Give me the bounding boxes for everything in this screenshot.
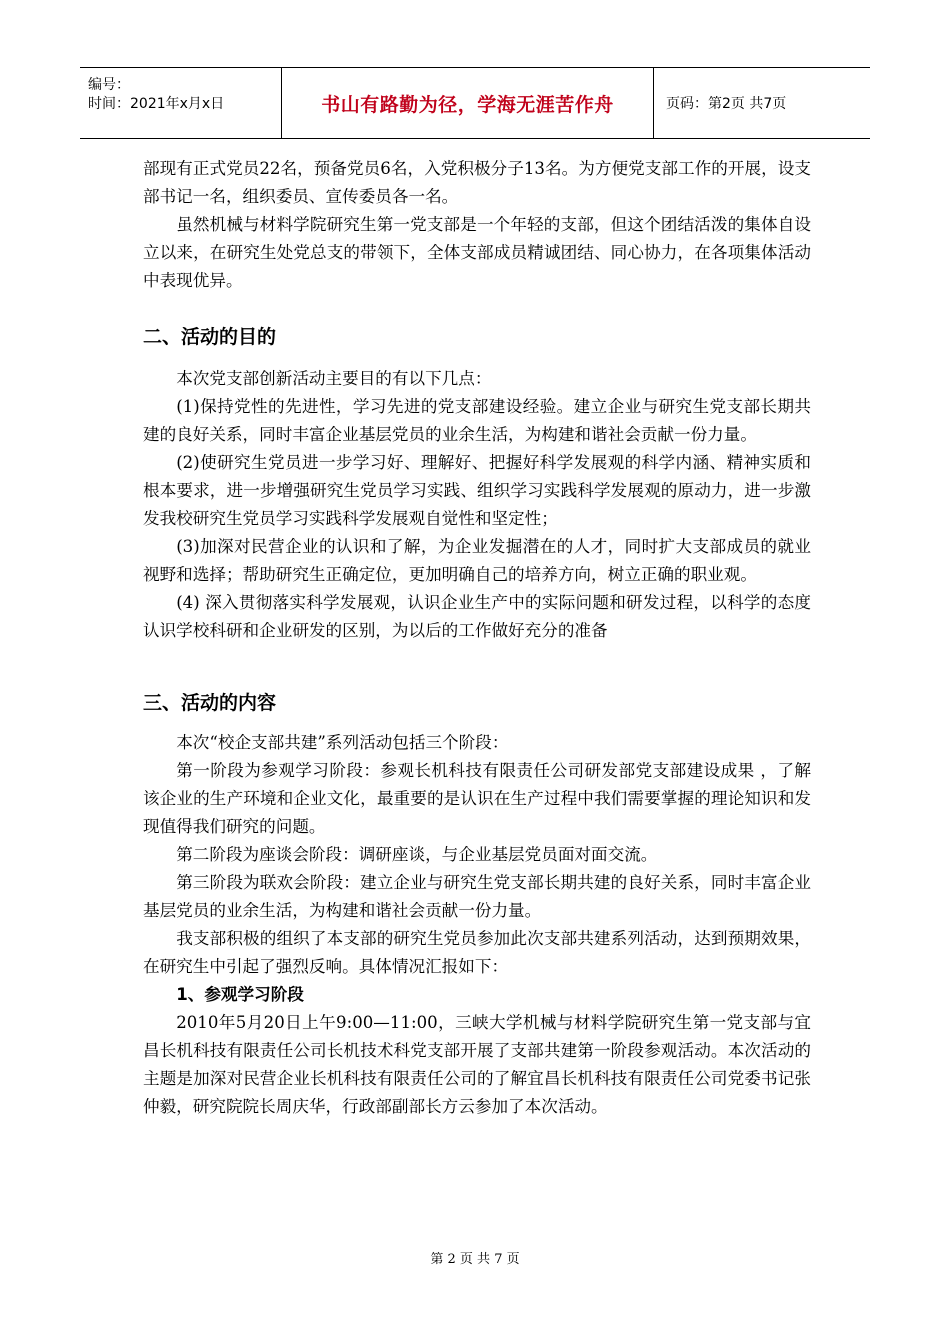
doc-time-label: 时间：2021年x月x日: [88, 96, 225, 112]
page-footer: 第 2 页 共 7 页: [430, 1252, 520, 1267]
page-header: [80, 67, 870, 139]
page-info-text: 页码：第2页 共7页: [666, 96, 787, 112]
paragraph: 第一阶段为参观学习阶段：参观长机科技有限责任公司研发部党支部建设成果 ，了解该企业的生产环境和企业文化，最重要的是认识在生产过程中我们需要掌握的理论知识和发现值得我们研究的问题。: [143, 761, 811, 836]
motto-text: 书山有路勤为径，学海无涯苦作舟: [321, 93, 614, 116]
document-body: [143, 155, 811, 1121]
header-meta: [80, 68, 282, 138]
paragraph: 部现有正式党员22名，预备党员6名，入党积极分子13名。为方便党支部工作的开展，设支部书记一名，组织委员、宣传委员各一名。: [143, 159, 811, 206]
section-heading-purpose: 二、活动的目的: [143, 326, 277, 348]
paragraph: (4) 深入贯彻落实科学发展观，认识企业生产中的实际问题和研发过程，以科学的态度认识学校科研和企业研发的区别，为以后的工作做好充分的准备: [143, 593, 811, 640]
paragraph: (3)加深对民营企业的认识和了解，为企业发掘潜在的人才，同时扩大支部成员的就业视野和选择；帮助研究生正确定位，更加明确自己的培养方向，树立正确的职业观。: [143, 537, 811, 584]
subsection-heading-visit: 1、参观学习阶段: [176, 985, 304, 1004]
paragraph: 2010年5月20日上午9:00—11:00，三峡大学机械与材料学院研究生第一党支部与宜昌长机科技有限责任公司长机技术科党支部开展了支部共建第一阶段参观活动。本次活动的主题是加深对民营企业长机科技有限责任公司的了解宜昌长机科技有限责任公司党委书记张仲毅，研究院院长周庆华，行政部副部长方云参加了本次活动。: [143, 1013, 811, 1116]
paragraph: 第三阶段为联欢会阶段：建立企业与研究生党支部长期共建的良好关系，同时丰富企业基层党员的业余生活，为构建和谐社会贡献一份力量。: [143, 873, 811, 920]
paragraph: 我支部积极的组织了本支部的研究生党员参加此次支部共建系列活动，达到预期效果，在研究生中引起了强烈反响。具体情况汇报如下：: [143, 929, 811, 976]
paragraph: 第二阶段为座谈会阶段：调研座谈，与企业基层党员面对面交流。: [176, 845, 658, 864]
paragraph: (2)使研究生党员进一步学习好、理解好、把握好科学发展观的科学内涵、精神实质和根本要求，进一步增强研究生党员学习实践、组织学习实践科学发展观的原动力，进一步激发我校研究生党员学习实践科学发展观自觉性和坚定性；: [143, 453, 811, 528]
paragraph: 虽然机械与材料学院研究生第一党支部是一个年轻的支部，但这个团结活泼的集体自设立以来，在研究生处党总支的带领下，全体支部成员精诚团结、同心协力，在各项集体活动中表现优异。: [143, 215, 811, 290]
paragraph: 本次“校企支部共建”系列活动包括三个阶段：: [176, 733, 509, 752]
section-heading-content: 三、活动的内容: [143, 692, 277, 714]
paragraph: 本次党支部创新活动主要目的有以下几点：: [176, 369, 492, 388]
header-page-info: [654, 68, 870, 138]
doc-number-label: 编号：: [88, 77, 130, 93]
header-motto-cell: [282, 68, 654, 138]
paragraph: (1)保持党性的先进性，学习先进的党支部建设经验。建立企业与研究生党支部长期共建的良好关系，同时丰富企业基层党员的业余生活，为构建和谐社会贡献一份力量。: [143, 397, 811, 444]
